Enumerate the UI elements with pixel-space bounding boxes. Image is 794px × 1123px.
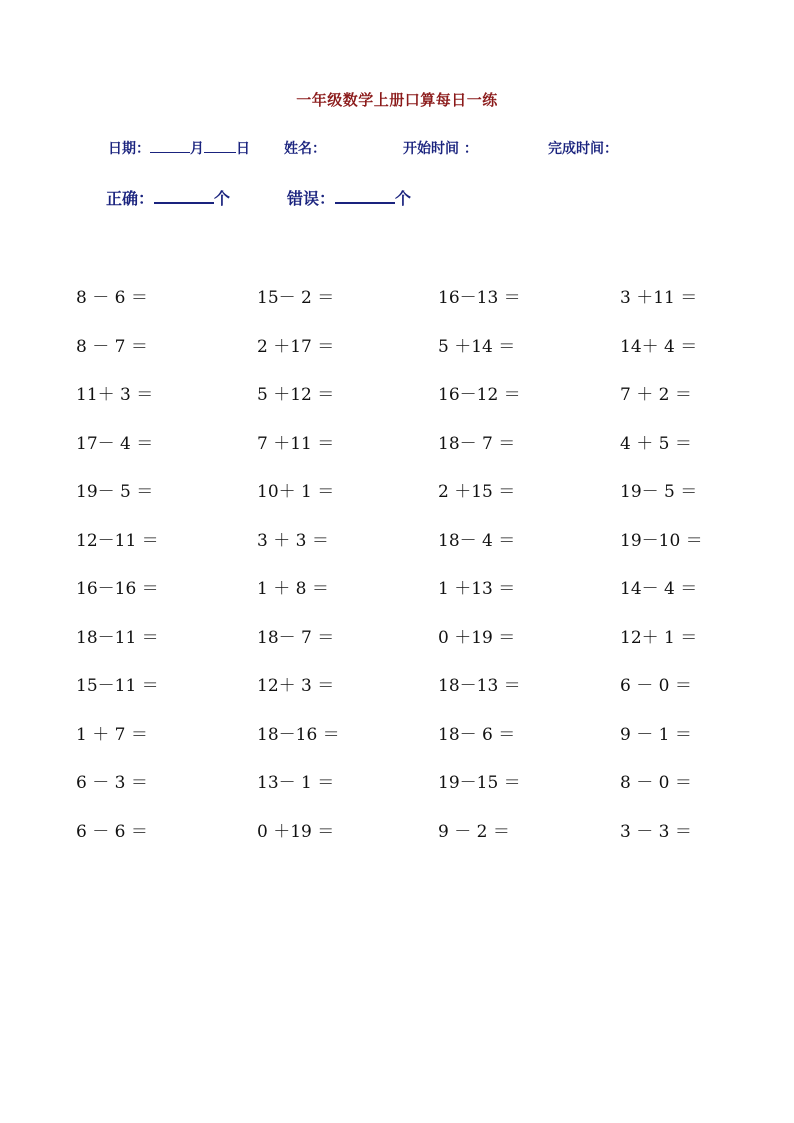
arithmetic-problem: 3 ＋ 3 ＝ — [257, 530, 329, 551]
arithmetic-problem: 16－16 ＝ — [76, 579, 159, 599]
arithmetic-problem: 15－ 2 ＝ — [257, 288, 335, 308]
arithmetic-problem: 5 ＋14 ＝ — [438, 336, 516, 357]
arithmetic-problem: 0 ＋19 ＝ — [438, 627, 516, 648]
wrong-label: 错误： — [287, 189, 336, 208]
day-blank[interactable] — [204, 138, 236, 153]
arithmetic-problem: 10＋ 1 ＝ — [257, 482, 335, 502]
problem-row — [76, 768, 736, 817]
arithmetic-problem: 9 － 2 ＝ — [438, 821, 510, 842]
arithmetic-problem: 2 ＋15 ＝ — [438, 482, 516, 502]
arithmetic-problem: 8 － 0 ＝ — [620, 773, 692, 793]
correct-unit: 个 — [214, 189, 231, 208]
arithmetic-problem: 11＋ 3 ＝ — [76, 385, 154, 405]
arithmetic-problem: 5 ＋12 ＝ — [257, 385, 335, 405]
header-info-row — [0, 138, 794, 160]
arithmetic-problem: 6 － 6 ＝ — [76, 821, 148, 842]
problem-row — [76, 671, 736, 720]
correct-blank[interactable] — [154, 186, 214, 204]
date-label: 日期： — [108, 141, 150, 157]
name-label: 姓名： — [284, 141, 326, 157]
arithmetic-problem: 18－ 7 ＝ — [257, 627, 335, 648]
finish-time-label: 完成时间： — [548, 141, 618, 157]
arithmetic-problem: 19－ 5 ＝ — [76, 482, 154, 502]
score-row — [0, 186, 794, 212]
arithmetic-problem: 3 ＋11 ＝ — [620, 288, 698, 308]
arithmetic-problem: 8 － 7 ＝ — [76, 336, 148, 357]
month-label: 月 — [190, 141, 204, 157]
problem-row — [76, 477, 736, 526]
problem-row — [76, 574, 736, 623]
arithmetic-problem: 16－12 ＝ — [438, 385, 521, 405]
arithmetic-problem: 12＋ 1 ＝ — [620, 627, 698, 648]
arithmetic-problem: 13－ 1 ＝ — [257, 773, 335, 793]
day-label: 日 — [236, 141, 250, 157]
problem-row — [76, 283, 736, 332]
arithmetic-problem: 19－15 ＝ — [438, 773, 521, 793]
arithmetic-problem: 12＋ 3 ＝ — [257, 676, 335, 696]
arithmetic-problem: 18－13 ＝ — [438, 676, 521, 696]
arithmetic-problem: 17－ 4 ＝ — [76, 433, 154, 454]
arithmetic-problem: 8 － 6 ＝ — [76, 288, 148, 308]
arithmetic-problem: 18－ 6 ＝ — [438, 724, 516, 745]
problem-row — [76, 332, 736, 381]
problem-grid — [76, 283, 736, 865]
arithmetic-problem: 12－11 ＝ — [76, 530, 159, 551]
arithmetic-problem: 9 － 1 ＝ — [620, 724, 692, 745]
page-title: 一年级数学上册口算每日一练 — [296, 91, 498, 109]
arithmetic-problem: 6 － 3 ＝ — [76, 773, 148, 793]
arithmetic-problem: 19－10 ＝ — [620, 530, 703, 551]
correct-label: 正确： — [106, 189, 155, 208]
arithmetic-problem: 1 ＋13 ＝ — [438, 579, 516, 599]
arithmetic-problem: 19－ 5 ＝ — [620, 482, 698, 502]
wrong-unit: 个 — [395, 189, 412, 208]
arithmetic-problem: 4 ＋ 5 ＝ — [620, 433, 692, 454]
correct-field — [106, 186, 230, 209]
arithmetic-problem: 2 ＋17 ＝ — [257, 336, 335, 357]
start-time-label: 开始时间 ： — [403, 141, 478, 157]
arithmetic-problem: 0 ＋19 ＝ — [257, 821, 335, 842]
month-blank[interactable] — [150, 138, 190, 153]
problem-row — [76, 817, 736, 866]
arithmetic-problem: 1 ＋ 7 ＝ — [76, 724, 148, 745]
arithmetic-problem: 16－13 ＝ — [438, 288, 521, 308]
problem-row — [76, 720, 736, 769]
arithmetic-problem: 6 － 0 ＝ — [620, 676, 692, 696]
arithmetic-problem: 14＋ 4 ＝ — [620, 336, 698, 357]
problem-row — [76, 526, 736, 575]
arithmetic-problem: 18－ 7 ＝ — [438, 433, 516, 454]
arithmetic-problem: 3 － 3 ＝ — [620, 821, 692, 842]
problem-row — [76, 380, 736, 429]
arithmetic-problem: 18－ 4 ＝ — [438, 530, 516, 551]
arithmetic-problem: 18－16 ＝ — [257, 724, 340, 745]
arithmetic-problem: 14－ 4 ＝ — [620, 579, 698, 599]
arithmetic-problem: 18－11 ＝ — [76, 627, 159, 648]
problem-row — [76, 623, 736, 672]
arithmetic-problem: 7 ＋11 ＝ — [257, 433, 335, 454]
arithmetic-problem: 15－11 ＝ — [76, 676, 159, 696]
wrong-blank[interactable] — [335, 186, 395, 204]
date-field — [108, 138, 250, 158]
wrong-field — [287, 186, 411, 209]
arithmetic-problem: 7 ＋ 2 ＝ — [620, 385, 692, 405]
arithmetic-problem: 1 ＋ 8 ＝ — [257, 579, 329, 599]
problem-row — [76, 429, 736, 478]
